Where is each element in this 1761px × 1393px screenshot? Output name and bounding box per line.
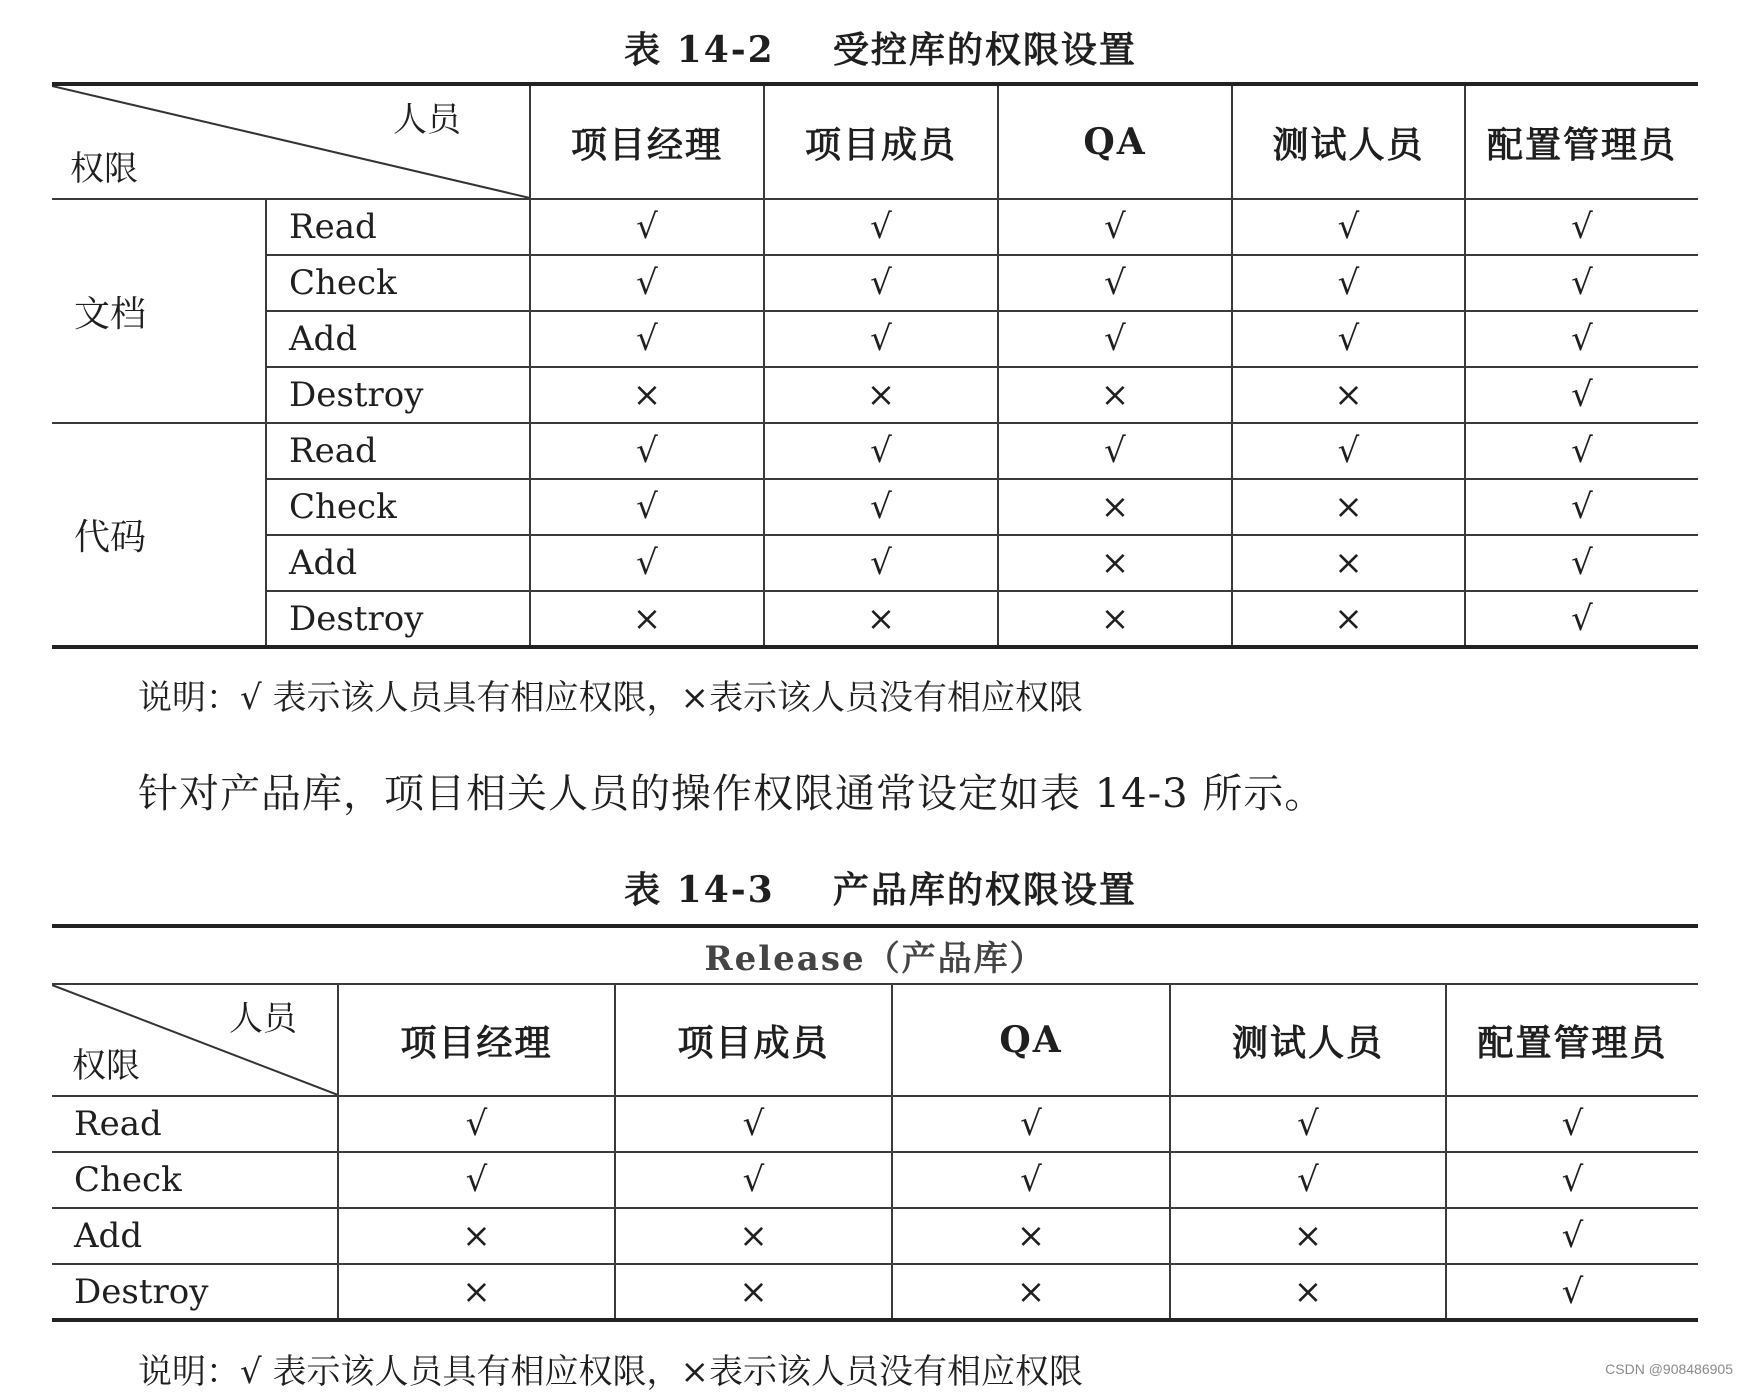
table1-col-header: 项目成员 [764,84,998,199]
table1-permission-mark: × [1232,367,1465,423]
table2-row [52,1152,1698,1208]
table1-row [52,255,1698,311]
table1-permission-mark: √ [1232,255,1465,311]
table2-corner-top: 人员 [229,999,297,1039]
table1-permission-mark: √ [530,255,764,311]
product-library-permission-table [52,924,1698,1322]
table1-permission-mark: √ [1232,423,1465,479]
table1-permission-mark: √ [530,199,764,255]
table2-permission-mark: √ [615,1152,892,1208]
table1-permission-mark: × [530,367,764,423]
table1-permission-mark: √ [530,535,764,591]
table2-permission-mark: × [338,1264,615,1320]
table2-permission-mark: × [1170,1208,1446,1264]
table1-permission-mark: √ [764,311,998,367]
table1-permission-mark: √ [1465,311,1698,367]
table2-action-label: Add [52,1208,338,1264]
table2-permission-mark: √ [1170,1096,1446,1152]
table2-permission-mark: √ [892,1096,1170,1152]
table2-permission-mark: × [615,1264,892,1320]
table1-action-label: Check [266,479,530,535]
table2-permission-mark: √ [1446,1152,1698,1208]
body-paragraph: 针对产品库，项目相关人员的操作权限通常设定如表 14-3 所示。 [138,771,1326,817]
table1-permission-mark: × [1232,479,1465,535]
table1-permission-mark: √ [530,311,764,367]
table1-permission-mark: √ [998,255,1232,311]
table1-permission-mark: × [764,591,998,647]
table1-permission-mark: √ [998,199,1232,255]
table1-permission-mark: × [998,535,1232,591]
table2-corner-cell [52,984,338,1096]
table1-permission-mark: √ [530,423,764,479]
table1-permission-mark: √ [1232,199,1465,255]
table2-col-header: 项目经理 [338,984,615,1096]
table2-corner-bottom: 权限 [72,1046,140,1086]
table1-permission-mark: √ [998,311,1232,367]
table1-permission-mark: √ [764,423,998,479]
table1-row [52,311,1698,367]
table2-permission-mark: √ [1446,1208,1698,1264]
table2-row [52,1208,1698,1264]
table1-permission-mark: √ [1465,367,1698,423]
table1-permission-mark: × [1232,535,1465,591]
table1-col-header: 测试人员 [1232,84,1465,199]
table1-group-label: 代码 [52,423,266,647]
table1-action-label: Add [266,535,530,591]
table2-permission-mark: × [338,1208,615,1264]
table2-note: 说明：√ 表示该人员具有相应权限，×表示该人员没有相应权限 [138,1352,1083,1392]
table2-banner-row [52,926,1698,984]
table2-permission-mark: × [892,1208,1170,1264]
table1-action-label: Add [266,311,530,367]
table2-permission-mark: √ [1446,1096,1698,1152]
table2-col-header: 测试人员 [1170,984,1446,1096]
table1-col-header: 配置管理员 [1465,84,1698,199]
table1-permission-mark: √ [530,479,764,535]
table2-permission-mark: √ [892,1152,1170,1208]
table1-col-header: 项目经理 [530,84,764,199]
table2-permission-mark: × [892,1264,1170,1320]
table1-corner-cell [52,84,530,199]
table2-action-label: Read [52,1096,338,1152]
table2-permission-mark: √ [338,1152,615,1208]
table1-permission-mark: × [1232,591,1465,647]
table2-permission-mark: × [615,1208,892,1264]
table2-action-label: Check [52,1152,338,1208]
table1-header-row [52,84,1698,199]
table1-group-label: 文档 [52,199,266,423]
table1-row [52,479,1698,535]
table1-permission-mark: × [998,367,1232,423]
table1-permission-mark: √ [764,535,998,591]
table1-permission-mark: √ [1465,479,1698,535]
table1-permission-mark: √ [1465,423,1698,479]
table1-permission-mark: √ [764,479,998,535]
table1-col-header: QA [998,84,1232,199]
table1-permission-mark: √ [1465,535,1698,591]
table2-header-row [52,984,1698,1096]
table1-action-label: Destroy [266,367,530,423]
table1-action-label: Read [266,423,530,479]
table2-col-header: 配置管理员 [1446,984,1698,1096]
table1-row [52,535,1698,591]
table1-action-label: Check [266,255,530,311]
table1-row [52,423,1698,479]
table1-permission-mark: √ [998,423,1232,479]
table2-permission-mark: × [1170,1264,1446,1320]
table2-row [52,1096,1698,1152]
table2-permission-mark: √ [1446,1264,1698,1320]
table2-row [52,1264,1698,1320]
table1-permission-mark: √ [1465,591,1698,647]
table2-col-header: 项目成员 [615,984,892,1096]
controlled-library-permission-table [52,82,1698,649]
table1-permission-mark: √ [1465,255,1698,311]
table2-permission-mark: √ [338,1096,615,1152]
watermark: CSDN @908486905 [1605,1361,1733,1377]
table2-permission-mark: √ [615,1096,892,1152]
table1-permission-mark: × [998,591,1232,647]
table1-permission-mark: √ [764,255,998,311]
table1-permission-mark: × [764,367,998,423]
table2-col-header: QA [892,984,1170,1096]
table1-row [52,367,1698,423]
table1-permission-mark: × [530,591,764,647]
table2-action-label: Destroy [52,1264,338,1320]
table1-permission-mark: √ [1232,311,1465,367]
table1-permission-mark: √ [1465,199,1698,255]
table1-row [52,199,1698,255]
table2-permission-mark: √ [1170,1152,1446,1208]
table1-corner-top: 人员 [393,100,461,140]
table2-caption: 表 14-3 产品库的权限设置 [624,869,1137,911]
table1-permission-mark: √ [764,199,998,255]
table1-note: 说明：√ 表示该人员具有相应权限，×表示该人员没有相应权限 [138,678,1083,718]
table1-action-label: Read [266,199,530,255]
table1-permission-mark: × [998,479,1232,535]
table2-banner: Release（产品库） [52,926,1698,984]
table1-corner-bottom: 权限 [70,149,138,189]
table1-caption: 表 14-2 受控库的权限设置 [624,29,1137,71]
table1-row [52,591,1698,647]
table1-action-label: Destroy [266,591,530,647]
